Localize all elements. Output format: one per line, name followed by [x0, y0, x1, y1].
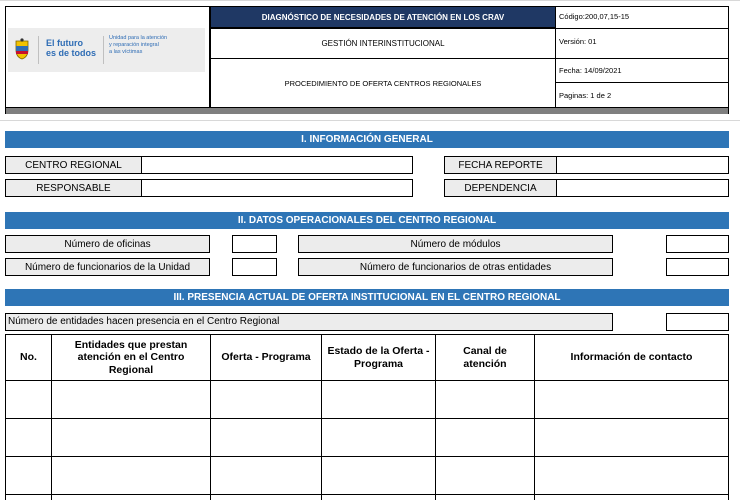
header-fecha: Fecha: 14/09/2021	[555, 58, 729, 83]
section-3-title: III. PRESENCIA ACTUAL DE OFERTA INSTITUCIONAL EN EL CENTRO REGIONAL	[5, 289, 729, 306]
oficinas-input[interactable]	[232, 235, 277, 253]
table-cell[interactable]	[5, 494, 52, 500]
table-cell[interactable]	[321, 418, 436, 457]
table-cell[interactable]	[210, 494, 322, 500]
unit-line3: a las víctimas	[109, 49, 143, 55]
entidades-count-input[interactable]	[666, 313, 729, 331]
col-header-estado: Estado de la Oferta - Programa	[321, 334, 436, 381]
unit-line1: Unidad para la atención	[109, 35, 168, 41]
centro-regional-input[interactable]	[141, 156, 413, 174]
table-cell[interactable]	[5, 418, 52, 457]
funcionarios-unidad-label: Número de funcionarios de la Unidad	[5, 258, 210, 276]
table-cell[interactable]	[51, 494, 211, 500]
responsable-input[interactable]	[141, 179, 413, 197]
responsable-label: RESPONSABLE	[5, 179, 142, 197]
table-cell[interactable]	[51, 380, 211, 419]
col-header-oferta: Oferta - Programa	[210, 334, 322, 381]
brand-line1: El futuro	[46, 38, 83, 48]
table-cell[interactable]	[534, 418, 729, 457]
logo-block	[5, 6, 210, 108]
fecha-reporte-label: FECHA REPORTE	[444, 156, 557, 174]
modulos-label: Número de módulos	[298, 235, 613, 253]
logo-separator	[38, 36, 39, 64]
table-cell[interactable]	[5, 456, 52, 495]
funcionarios-otras-input[interactable]	[666, 258, 729, 276]
section-2-title: II. DATOS OPERACIONALES DEL CENTRO REGIONAL	[5, 212, 729, 229]
dependencia-input[interactable]	[556, 179, 729, 197]
table-cell[interactable]	[534, 494, 729, 500]
header-codigo: Código:200,07,15-15	[555, 6, 729, 29]
col-header-contacto: Información de contacto	[534, 334, 729, 381]
col-header-canal: Canal de atención	[435, 334, 535, 381]
table-cell[interactable]	[210, 418, 322, 457]
header-paginas: Paginas: 1 de 2	[555, 82, 729, 108]
centro-regional-label: CENTRO REGIONAL	[5, 156, 142, 174]
table-cell[interactable]	[321, 380, 436, 419]
logo-panel	[8, 28, 205, 72]
table-cell[interactable]	[321, 494, 436, 500]
entidades-count-label: Número de entidades hacen presencia en el Centro Regional	[5, 313, 613, 331]
header-procedimiento: PROCEDIMIENTO DE OFERTA CENTROS REGIONALES	[210, 58, 556, 108]
header-title: DIAGNÓSTICO DE NECESIDADES DE ATENCIÓN EN LOS CRAV	[210, 6, 556, 28]
table-cell[interactable]	[435, 494, 535, 500]
table-cell[interactable]	[210, 456, 322, 495]
funcionarios-unidad-input[interactable]	[232, 258, 277, 276]
col-header-entidades: Entidades que prestan atención en el Centro Regional	[51, 334, 211, 381]
table-cell[interactable]	[435, 418, 535, 457]
header-version: Versión: 01	[555, 28, 729, 59]
fecha-reporte-input[interactable]	[556, 156, 729, 174]
header-separator	[5, 108, 729, 114]
table-cell[interactable]	[210, 380, 322, 419]
table-cell[interactable]	[534, 380, 729, 419]
table-cell[interactable]	[534, 456, 729, 495]
table-cell[interactable]	[321, 456, 436, 495]
col-header-no: No.	[5, 334, 52, 381]
table-cell[interactable]	[5, 380, 52, 419]
table-cell[interactable]	[51, 456, 211, 495]
brand-line2: es de todos	[46, 48, 97, 58]
table-cell[interactable]	[51, 418, 211, 457]
coat-of-arms-icon	[14, 38, 30, 60]
header-gestion: GESTIÓN INTERINSTITUCIONAL	[210, 28, 556, 59]
section-1-title: I. INFORMACIÓN GENERAL	[5, 131, 729, 148]
table-cell[interactable]	[435, 380, 535, 419]
funcionarios-otras-label: Número de funcionarios de otras entidades	[298, 258, 613, 276]
table-cell[interactable]	[435, 456, 535, 495]
modulos-input[interactable]	[666, 235, 729, 253]
unit-line2: y reparación integral	[109, 42, 159, 48]
oficinas-label: Número de oficinas	[5, 235, 210, 253]
logo-separator-2	[103, 36, 104, 64]
dependencia-label: DEPENDENCIA	[444, 179, 557, 197]
